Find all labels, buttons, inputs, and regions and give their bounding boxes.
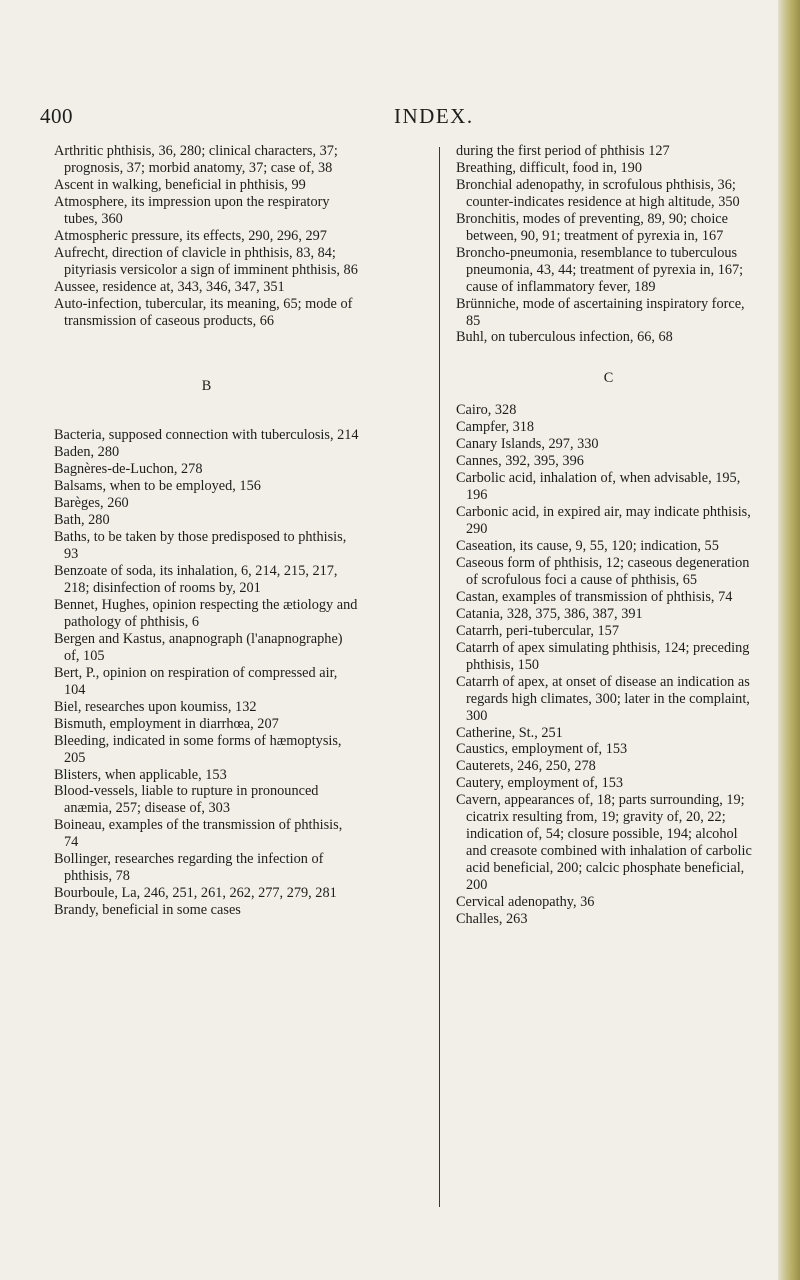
index-entry: Barèges, 260 bbox=[54, 495, 129, 512]
index-entry: Bollinger, researches regarding the infection of phthisis, 78 bbox=[54, 851, 324, 885]
index-entry: Balsams, when to be employed, 156 bbox=[54, 478, 261, 495]
section-a-entries bbox=[54, 143, 359, 329]
section-letter-b: B bbox=[201, 378, 212, 395]
index-entry: Catarrh, peri-tubercular, 157 bbox=[456, 622, 619, 639]
page-title: INDEX. bbox=[394, 104, 474, 128]
index-entry: Ascent in walking, beneficial in phthisis, 99 bbox=[54, 176, 306, 193]
index-entry: Brandy, beneficial in some cases bbox=[54, 902, 241, 919]
index-entry: Benzoate of soda, its inhalation, 6, 214, 215, 217, 218; disinfection of rooms by, 201 bbox=[54, 563, 338, 597]
index-entry: Bismuth, employment in diarrhœa, 207 bbox=[54, 715, 279, 732]
index-entry: during the first period of phthisis 127 bbox=[456, 143, 670, 159]
page-number: 400 bbox=[40, 104, 73, 128]
index-entry: Catarrh of apex, at onset of disease an indication as regards high climates, 300; later in the complaint, 300 bbox=[456, 673, 750, 724]
index-entry: Buhl, on tuberculous infection, 66, 68 bbox=[456, 329, 673, 346]
index-entry: Caustics, employment of, 153 bbox=[456, 741, 628, 758]
index-entry: Bagnères-de-Luchon, 278 bbox=[54, 461, 203, 478]
index-entry: Bronchitis, modes of preventing, 89, 90; choice between, 90, 91; treatment of pyrexia in, 167 bbox=[456, 210, 728, 244]
index-entry: Bergen and Kastus, anapnograph (l'anapnographe) of, 105 bbox=[54, 630, 343, 664]
index-entry: Catarrh of apex simulating phthisis, 124; preceding phthisis, 150 bbox=[456, 639, 750, 673]
index-entry: Challes, 263 bbox=[456, 910, 528, 927]
index-entry: Bert, P., opinion on respiration of compressed air, 104 bbox=[54, 664, 338, 698]
index-entry: Atmospheric pressure, its effects, 290, 296, 297 bbox=[54, 227, 327, 244]
index-entry: Baths, to be taken by those predisposed to phthisis, 93 bbox=[54, 529, 347, 563]
index-entry: Atmosphere, its impression upon the respiratory tubes, 360 bbox=[54, 193, 330, 227]
index-entry: Cairo, 328 bbox=[456, 402, 517, 419]
index-entry: Aussee, residence at, 343, 346, 347, 351 bbox=[54, 278, 285, 295]
section-c-entries bbox=[456, 402, 761, 928]
index-entry: Castan, examples of transmission of phthisis, 74 bbox=[456, 588, 733, 605]
index-entry: Caseous form of phthisis, 12; caseous degeneration of scrofulous foci a cause of phthisis, 65 bbox=[456, 554, 750, 588]
index-entry: Campfer, 318 bbox=[456, 419, 535, 436]
index-entry: Bath, 280 bbox=[54, 512, 110, 529]
index-entry: Broncho-pneumonia, resemblance to tuberculous pneumonia, 43, 44; treatment of pyrexia in, 167; cause of inflammatory fever, 189 bbox=[456, 244, 744, 295]
index-entry: Cauterets, 246, 250, 278 bbox=[456, 758, 596, 775]
section-b-continued-entries bbox=[456, 143, 761, 346]
index-entry: Blisters, when applicable, 153 bbox=[54, 766, 227, 783]
index-entry: Arthritic phthisis, 36, 280; clinical characters, 37; prognosis, 37; morbid anatomy, 37; case of, 38 bbox=[54, 143, 338, 176]
index-entry: Biel, researches upon koumiss, 132 bbox=[54, 698, 257, 715]
index-entry: Caseation, its cause, 9, 55, 120; indication, 55 bbox=[456, 538, 719, 555]
page-header bbox=[0, 104, 780, 134]
index-entry: Brünniche, mode of ascertaining inspiratory force, 85 bbox=[456, 295, 745, 329]
index-entry: Aufrecht, direction of clavicle in phthisis, 83, 84; pityriasis versicolor a sign of imminent phthisis, 86 bbox=[54, 244, 358, 278]
index-entry: Bacteria, supposed connection with tuberculosis, 214 bbox=[54, 427, 359, 444]
left-column bbox=[54, 143, 359, 919]
section-letter-c: C bbox=[603, 370, 614, 387]
index-entry: Bronchial adenopathy, in scrofulous phthisis, 36; counter-indicates residence at high altitude, 350 bbox=[456, 176, 740, 210]
index-entry: Catania, 328, 375, 386, 387, 391 bbox=[456, 605, 643, 622]
index-entry: Boineau, examples of the transmission of phthisis, 74 bbox=[54, 817, 343, 851]
index-entry: Breathing, difficult, food in, 190 bbox=[456, 159, 642, 176]
index-entry: Cavern, appearances of, 18; parts surrounding, 19; cicatrix resulting from, 19; gravity of, 20, 22; indication of, 54; closure possible, 194; alcohol and creasote combined with inhalation of carbolic acid beneficial, 200; calcic phosphate beneficial, 200 bbox=[456, 792, 752, 894]
index-entry: Cautery, employment of, 153 bbox=[456, 775, 624, 792]
index-entry: Canary Islands, 297, 330 bbox=[456, 436, 599, 453]
column-divider bbox=[439, 147, 440, 1207]
index-entry: Cannes, 392, 395, 396 bbox=[456, 453, 584, 470]
page-edge bbox=[778, 0, 800, 1280]
index-entry: Cervical adenopathy, 36 bbox=[456, 894, 595, 911]
index-entry: Blood-vessels, liable to rupture in pronounced anæmia, 257; disease of, 303 bbox=[54, 783, 319, 817]
right-column bbox=[456, 143, 761, 928]
index-entry: Carbolic acid, inhalation of, when advisable, 195, 196 bbox=[456, 470, 741, 504]
index-entry: Baden, 280 bbox=[54, 444, 120, 461]
index-entry: Auto-infection, tubercular, its meaning, 65; mode of transmission of caseous products, 66 bbox=[54, 295, 353, 329]
section-b-entries bbox=[54, 427, 359, 919]
index-entry: Bleeding, indicated in some forms of hæmoptysis, 205 bbox=[54, 732, 342, 766]
index-entry: Bennet, Hughes, opinion respecting the ætiology and pathology of phthisis, 6 bbox=[54, 596, 358, 630]
index-entry: Bourboule, La, 246, 251, 261, 262, 277, 279, 281 bbox=[54, 885, 337, 902]
index-entry: Carbonic acid, in expired air, may indicate phthisis, 290 bbox=[456, 504, 751, 538]
index-entry: Catherine, St., 251 bbox=[456, 724, 563, 741]
